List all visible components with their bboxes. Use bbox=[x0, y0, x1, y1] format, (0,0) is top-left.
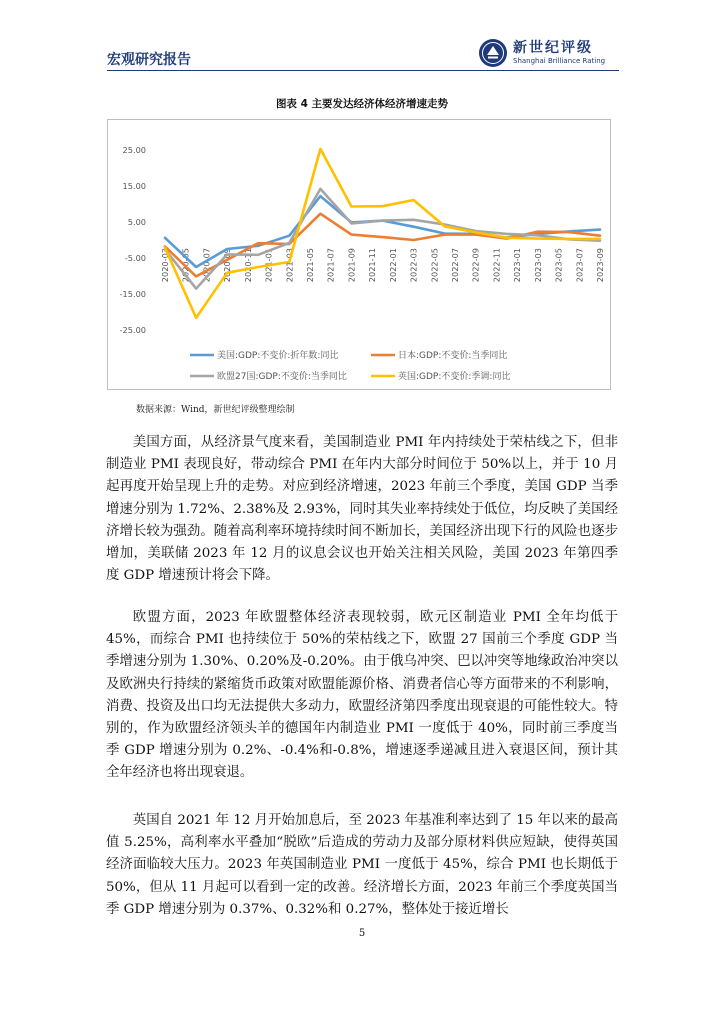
x-tick-label: 2020-07 bbox=[201, 248, 212, 283]
figure-title: 图表 4 主要发达经济体经济增速走势 bbox=[275, 98, 449, 110]
y-tick-label: 15.00 bbox=[122, 181, 146, 191]
x-tick-label: 2023-09 bbox=[595, 248, 605, 283]
x-tick-label: 2023-07 bbox=[574, 248, 585, 283]
y-tick-label: -5.00 bbox=[124, 253, 146, 263]
x-tick-label: 2021-03 bbox=[284, 248, 295, 283]
y-tick-label: 25.00 bbox=[122, 145, 146, 155]
data-source-note: 数据来源：Wind，新世纪评级整理绘制 bbox=[136, 405, 295, 415]
x-tick-label: 2023-03 bbox=[532, 248, 543, 283]
x-tick-label: 2020-09 bbox=[222, 248, 233, 283]
x-tick-label: 2022-11 bbox=[491, 248, 502, 283]
x-tick-label: 2023-01 bbox=[512, 248, 523, 283]
y-tick-label: -15.00 bbox=[119, 289, 146, 299]
x-tick-label: 2020-11 bbox=[242, 248, 253, 283]
line-chart-svg bbox=[108, 120, 610, 389]
legend-label: 欧盟27国:GDP:不变价:当季同比 bbox=[217, 372, 347, 382]
y-tick-label: -25.00 bbox=[119, 325, 146, 335]
report-section-title: 宏观研究报告 bbox=[107, 52, 191, 68]
x-tick-label: 2021-11 bbox=[367, 248, 378, 283]
x-tick-label: 2022-05 bbox=[429, 248, 440, 283]
brand-name-english: Shanghai Brilliance Rating bbox=[513, 57, 606, 65]
x-tick-label: 2022-03 bbox=[408, 248, 419, 283]
x-tick-label: 2021-07 bbox=[325, 248, 336, 283]
x-tick-label: 2021-09 bbox=[346, 248, 357, 283]
paragraph-eu: 欧盟方面，2023 年欧盟整体经济表现较弱，欧元区制造业 PMI 全年均低于 45%，而综合 PMI 也持续位于 50%的荣枯线之下，欧盟 27 国前三个季度 GDP 当季增速分别为 1.30%、0.20%及-0.20%。由于俄乌冲突、巴以冲突等地缘政治冲突以及欧洲央行持续的紧缩货币政策对欧盟能源价格、消费者信心等方面带来的不利影响，消费、投资及出口均无法提供大多动力，欧盟经济第四季度出现衰退的可能性较大。特别的，作为欧盟经济领头羊的德国年内制造业 PMI 一度低于 40%，同时前三季度当季 GDP 增速分别为 0.2%、-0.4%和-0.8%，增速逐季递减且进入衰退区间，预计其全年经济也将出现衰退。 bbox=[106, 610, 618, 781]
legend-label: 日本:GDP:不变价:当季同比 bbox=[398, 351, 508, 361]
x-tick-label: 2021-05 bbox=[305, 248, 315, 283]
x-tick-label: 2022-01 bbox=[387, 248, 398, 283]
legend-label: 英国:GDP:不变价:季调:同比 bbox=[398, 372, 511, 382]
x-tick-label: 2022-09 bbox=[470, 248, 481, 283]
legend-label: 美国:GDP:不变价:折年数:同比 bbox=[217, 351, 339, 361]
paragraph-us: 美国方面，从经济景气度来看，美国制造业 PMI 年内持续处于荣枯线之下，但非制造业 PMI 表现良好，带动综合 PMI 在年内大部分时间位于 50%以上，并于 10 月起再度开始呈现上升的走势。对应到经济增速，2023 年前三个季度，美国 GDP 当季增速分别为 1.72%、2.38%及 2.93%，同时其失业率持续处于低位，均反映了美国经济增长较为强劲。随着高利率环境持续时间不断加长，美国经济出现下行的风险也逐步增加，美联储 2023 年 12 月的议息会议也开始关注相关风险，美国 2023 年第四季度 GDP 增速预计将会下降。 bbox=[106, 435, 618, 584]
x-tick-label: 2020-03 bbox=[160, 248, 170, 283]
x-tick-label: 2020-05 bbox=[180, 248, 191, 283]
brand-name-chinese: 新世纪评级 bbox=[513, 40, 593, 56]
header-divider bbox=[107, 70, 619, 71]
page-number: 5 bbox=[358, 928, 366, 939]
x-tick-label: 2021-01 bbox=[263, 248, 274, 283]
x-tick-label: 2022-07 bbox=[450, 248, 460, 283]
gdp-growth-chart bbox=[107, 119, 611, 390]
paragraph-uk: 英国自 2021 年 12 月开始加息后，至 2023 年基准利率达到了 15 年以来的最高值 5.25%，高利率水平叠加“脱欧”后造成的劳动力及部分原材料供应短缺，使得英国经济面临较大压力。2023 年英国制造业 PMI 一度低于 45%，综合 PMI 也长期低于 50%，但从 11 月起可以看到一定的改善。经济增长方面，2023 年前三个季度英国当季 GDP 增速分别为 0.37%、0.32%和 0.27%，整体处于接近增长 bbox=[106, 813, 618, 917]
brilliance-logo-icon bbox=[478, 38, 508, 68]
y-tick-label: 5.00 bbox=[127, 217, 146, 227]
x-tick-label: 2023-05 bbox=[553, 248, 564, 283]
